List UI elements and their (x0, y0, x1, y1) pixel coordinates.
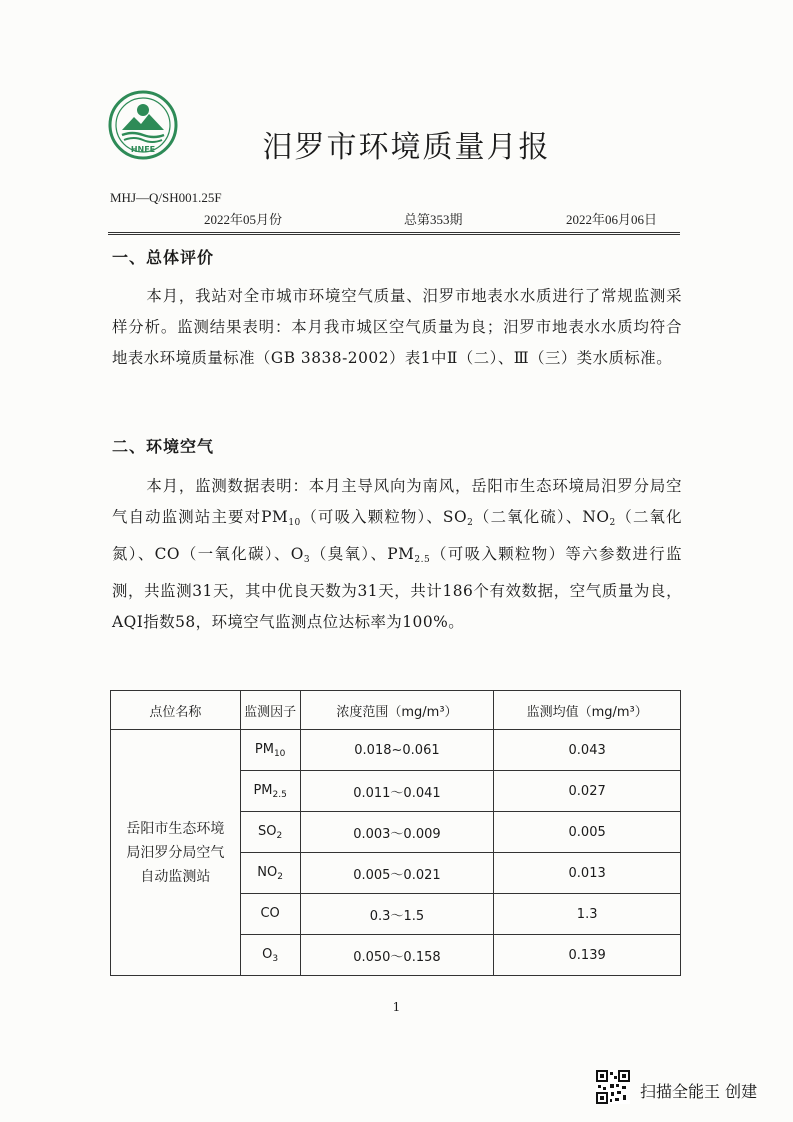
station-line: 岳阳市生态环境 (126, 820, 225, 837)
air-text-e: （臭氧）、PM (310, 545, 415, 563)
factor-cell (240, 812, 300, 853)
mean-cell: 0.027 (494, 771, 681, 812)
overall-text: 本月，我站对全市城市环境空气质量、汨罗市地表水水质进行了常规监测采样分析。监测结果表明：本月我市城区空气质量为良；汨罗市地表水水质均符合地表水环境质量标准（GB 3838-2002）表1中Ⅱ（二）、Ⅲ（三）类水质标准。 (112, 287, 682, 367)
air-sub-c: 2 (609, 518, 616, 528)
header-divider (108, 232, 680, 235)
air-text-a: 本月，监测数据表明：本月主导风向为南风，岳阳市生态环境局汨罗分局空气自动监测站主要对PM (112, 477, 682, 526)
range-cell: 0.018~0.061 (300, 730, 494, 771)
report-month: 2022年05月份 (204, 212, 283, 227)
doc-code: MHJ—Q/SH001.25F (110, 190, 222, 205)
factor-text: NO (257, 864, 278, 880)
factor-sub: 3 (272, 953, 279, 964)
factor-text: O (262, 946, 273, 962)
table-header-row (111, 691, 681, 730)
mean-cell: 1.3 (494, 894, 681, 935)
air-monitoring-table (110, 690, 681, 976)
mean-cell: 0.139 (494, 935, 681, 976)
range-cell: 0.011～0.041 (300, 771, 494, 812)
factor-text: PM (254, 741, 274, 757)
page-number: 1 (392, 1000, 401, 1014)
factor-text: PM (253, 782, 273, 798)
logo-text: HNEE (130, 145, 156, 154)
range-cell: 0.050～0.158 (300, 935, 494, 976)
col-header-factor: 监测因子 (240, 691, 300, 730)
factor-sub: 2 (276, 830, 283, 841)
station-name-cell (111, 730, 241, 976)
air-sub-e: 2.5 (414, 555, 431, 565)
mean-cell: 0.043 (494, 730, 681, 771)
air-text-f: （可吸入颗粒物）等六参数进行监测，共监测31天，其中优良天数为31天，共计186个有效数据，空气质量为良，AQI指数58，环境空气监测点位达标率为100%。 (112, 545, 682, 631)
air-text-d: （二氧化氮）、CO（一氧化碳）、O (112, 508, 682, 563)
qr-code-icon (596, 1070, 630, 1104)
air-sub-d: 3 (303, 555, 311, 565)
issue-number: 总第353期 (404, 212, 463, 227)
factor-sub: 10 (273, 748, 286, 759)
air-sub-a: 10 (288, 518, 301, 528)
station-line: 局汨罗分局空气 (126, 844, 225, 861)
range-cell: 0.005～0.021 (300, 853, 494, 894)
range-cell: 0.3～1.5 (300, 894, 494, 935)
air-text-b: （可吸入颗粒物）、SO (300, 508, 468, 526)
section-heading-overall: 一、总体评价 (112, 248, 215, 267)
factor-cell (240, 771, 300, 812)
col-header-station: 点位名称 (111, 691, 241, 730)
factor-text: SO (258, 823, 277, 839)
factor-sub: 2 (277, 871, 283, 882)
air-text-c: （二氧化硫）、NO (473, 508, 610, 526)
section-body-overall (112, 281, 682, 374)
range-cell: 0.003～0.009 (300, 812, 494, 853)
report-date: 2022年06月06日 (566, 212, 658, 227)
table-row (111, 730, 681, 771)
col-header-range: 浓度范围（mg/m³） (300, 691, 494, 730)
factor-cell (240, 730, 300, 771)
factor-cell (240, 894, 300, 935)
mean-cell: 0.005 (494, 812, 681, 853)
station-line: 自动监测站 (140, 868, 211, 885)
mean-cell: 0.013 (494, 853, 681, 894)
page-title: 汨罗市环境质量月报 (262, 130, 551, 165)
air-sub-b: 2 (467, 518, 474, 528)
scanner-watermark: 扫描全能王 创建 (640, 1082, 758, 1101)
factor-text: CO (260, 905, 280, 921)
factor-cell (240, 935, 300, 976)
section-heading-air: 二、环境空气 (112, 437, 215, 456)
factor-sub: 2.5 (272, 789, 287, 800)
factor-cell (240, 853, 300, 894)
col-header-mean: 监测均值（mg/m³） (494, 691, 681, 730)
section-body-air (112, 471, 682, 638)
